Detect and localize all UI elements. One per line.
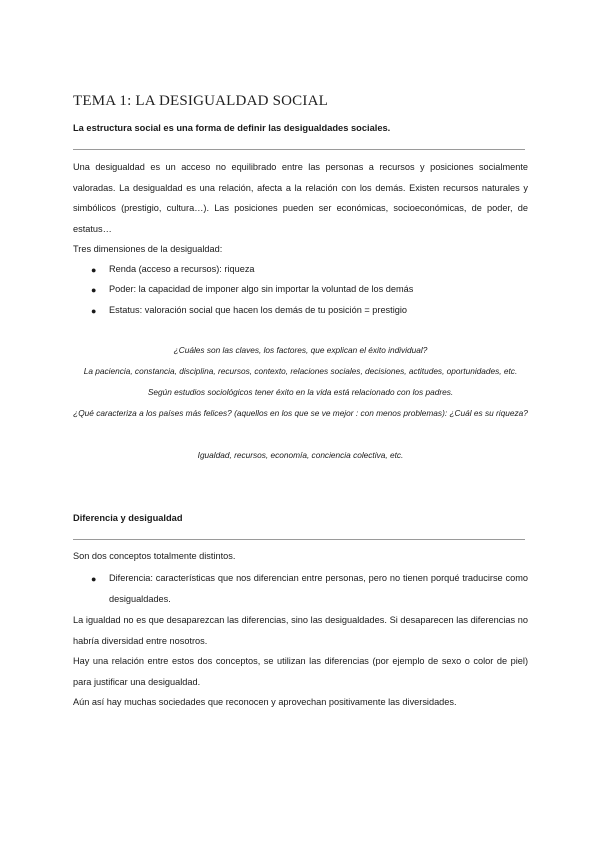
quote-answer-1: La paciencia, constancia, disciplina, recursos, contexto, relaciones sociales, decisiones, actitudes, oportunidades, etc. Según estudios sociológicos tener éxito en la vida está relacionado con los padres.: [83, 366, 518, 397]
section1-heading: La estructura social es una forma de definir las desigualdades sociales.: [73, 123, 391, 133]
page-title: TEMA 1: LA DESIGUALDAD SOCIAL: [73, 93, 328, 109]
section2-paragraph-3: Aún así hay muchas sociedades que reconocen y aprovechan positivamente las diversidades.: [73, 697, 457, 707]
section2-heading: Diferencia y desigualdad: [73, 513, 183, 523]
bullet-dot: ●: [91, 306, 97, 316]
section1-paragraph: Una desigualdad es un acceso no equilibrado entre las personas a recursos y posiciones socialmente valoradas. La desigualdad es una relación, afecta a la relación con los demás. Existen recursos naturales y simbólicos (prestigio, cultura…). Las posiciones pueden ser económicas, socioeconómicas, de poder, de estatus…: [73, 162, 528, 235]
quote-question-2: ¿Qué caracteriza a los países más felices? (aquellos en los que se ve mejor : con menos problemas): ¿Cuál es su riqueza?: [73, 408, 528, 418]
section2-paragraph-2: Hay una relación entre estos dos conceptos, se utilizan las diferencias (por ejemplo de sexo o color de piel) para justificar una desigualdad.: [73, 656, 528, 687]
bullet-diferencia: Diferencia: características que nos diferencian entre personas, pero no tienen porqué traducirse como desigualdades.: [109, 573, 528, 604]
bullet-dot: ●: [91, 574, 97, 584]
bullet-dot: ●: [91, 265, 97, 275]
section2-divider: [73, 539, 525, 540]
quote-answer-2: Igualdad, recursos, economía, conciencia colectiva, etc.: [197, 450, 404, 460]
bullet-dot: ●: [91, 285, 97, 295]
bullet-estatus: Estatus: valoración social que hacen los demás de tu posición = prestigio: [109, 305, 408, 315]
section2-intro: Son dos conceptos totalmente distintos.: [73, 551, 236, 561]
bullet-poder: Poder: la capacidad de imponer algo sin importar la voluntad de los demás: [109, 284, 414, 294]
bullet-renda: Renda (acceso a recursos): riqueza: [109, 264, 255, 274]
quote-question-1: ¿Cuáles son las claves, los factores, que explican el éxito individual?: [173, 345, 428, 355]
dimensions-intro: Tres dimensiones de la desigualdad:: [73, 244, 223, 254]
section2-paragraph-1: La igualdad no es que desaparezcan las diferencias, sino las desigualdades. Si desaparecen las diferencias no habría diversidad entre nosotros.: [73, 615, 528, 646]
section1-divider: [73, 149, 525, 150]
